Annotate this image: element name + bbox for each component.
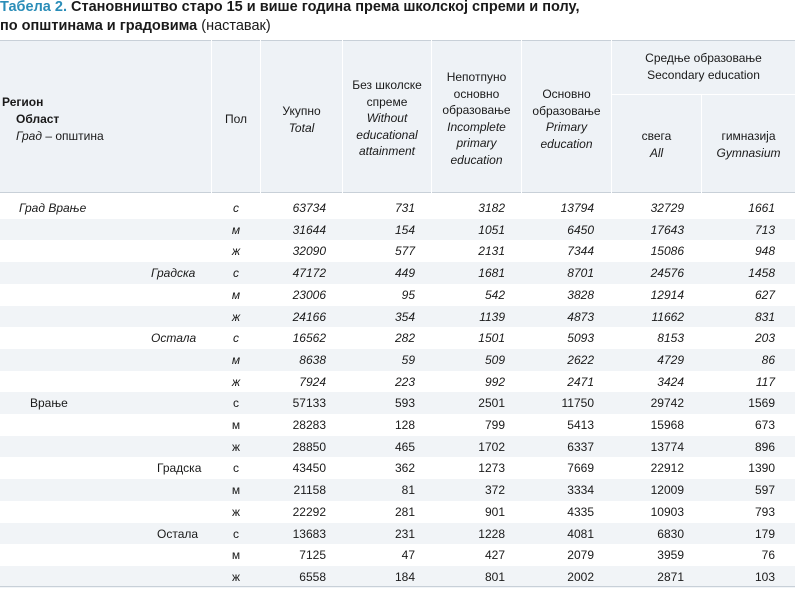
- table-row: [0, 544, 795, 566]
- table-row: [0, 414, 795, 436]
- cell-gymnasium: 103: [754, 569, 775, 584]
- cell-incomplete: 901: [484, 504, 505, 519]
- cell-total: 47172: [292, 266, 326, 281]
- header-primary-en1: Primary: [545, 120, 588, 134]
- row-name: Градска: [151, 266, 196, 281]
- cell-total: 43450: [292, 461, 326, 476]
- cell-gymnasium: 179: [754, 526, 775, 541]
- header-primary: [522, 86, 611, 152]
- table-row: [0, 284, 795, 306]
- cell-incomplete: 992: [484, 374, 505, 389]
- table-row: [0, 371, 795, 393]
- cell-secondary-all: 6830: [657, 526, 684, 541]
- header-incomplete-en2: primary: [456, 136, 497, 150]
- cell-gymnasium: 86: [761, 352, 775, 367]
- cell-no-school: 47: [401, 548, 415, 563]
- row-sex: с: [233, 526, 239, 541]
- cell-no-school: 593: [394, 396, 415, 411]
- cell-gymnasium: 1458: [748, 266, 775, 281]
- cell-no-school: 81: [401, 483, 415, 498]
- cell-incomplete: 1501: [478, 331, 505, 346]
- table-row: [0, 501, 795, 523]
- header-incomplete-en1: Incomplete: [447, 119, 506, 134]
- cell-no-school: 362: [394, 461, 415, 476]
- cell-secondary-all: 13774: [650, 439, 684, 454]
- cell-primary: 2079: [567, 548, 594, 563]
- cell-secondary-all: 12009: [650, 483, 684, 498]
- header-city: Град: [16, 129, 42, 143]
- cell-no-school: 95: [401, 287, 415, 302]
- cell-primary: 4873: [567, 309, 594, 324]
- header-no-school: [343, 77, 431, 160]
- row-sex: с: [233, 331, 239, 346]
- cell-total: 23006: [292, 287, 326, 302]
- cell-total: 22292: [292, 504, 326, 519]
- cell-gymnasium: 117: [755, 374, 775, 389]
- header-secondary-all: [612, 128, 701, 161]
- header-municipality: – општина: [45, 129, 104, 143]
- cell-secondary-all: 3424: [657, 374, 684, 389]
- cell-incomplete: 3182: [478, 201, 505, 215]
- cell-total: 28850: [292, 439, 326, 454]
- header-total-sr: Укупно: [282, 104, 321, 118]
- cell-secondary-all: 3959: [657, 548, 684, 563]
- row-name: Остала: [157, 526, 199, 541]
- header-no-school-en3: attainment: [358, 144, 416, 158]
- header-region-column: [2, 94, 104, 145]
- header-no-school-sr2: спреме: [366, 94, 408, 109]
- cell-secondary-all: 22912: [650, 461, 684, 476]
- header-secondary: [612, 50, 795, 83]
- header-incomplete-en3: education: [450, 152, 503, 167]
- cell-no-school: 59: [401, 352, 415, 367]
- table-row: [0, 436, 795, 458]
- cell-gymnasium: 203: [754, 331, 775, 346]
- row-sex: ж: [231, 244, 241, 259]
- cell-no-school: 281: [394, 504, 415, 519]
- row-name: Врање: [30, 396, 68, 411]
- header-primary-sr1: Основно: [542, 87, 591, 101]
- table-row: [0, 240, 795, 262]
- header-no-school-sr1: Без школске: [352, 78, 422, 92]
- row-sex: ж: [231, 439, 241, 454]
- table-row: [0, 219, 795, 241]
- header-all-sr: свега: [641, 129, 672, 143]
- cell-gymnasium: 627: [754, 287, 775, 302]
- row-sex: м: [231, 222, 241, 237]
- row-sex: м: [231, 483, 241, 498]
- cell-secondary-all: 32729: [650, 201, 684, 215]
- cell-total: 7125: [299, 548, 326, 563]
- table-row: [0, 479, 795, 501]
- table-row: [0, 457, 795, 479]
- cell-total: 16562: [292, 331, 326, 346]
- table-row: [0, 349, 795, 371]
- row-sex: с: [233, 201, 239, 215]
- cell-incomplete: 509: [484, 352, 505, 367]
- cell-secondary-all: 12914: [650, 287, 684, 302]
- header-incomplete-sr3: образовање: [442, 103, 511, 117]
- row-sex: м: [231, 418, 241, 432]
- cell-secondary-all: 17643: [650, 222, 684, 237]
- cell-primary: 6337: [567, 439, 594, 454]
- cell-gymnasium: 76: [761, 548, 775, 563]
- cell-incomplete: 427: [484, 548, 505, 563]
- row-sex: с: [233, 396, 239, 411]
- cell-total: 57133: [292, 396, 326, 411]
- cell-secondary-all: 2871: [657, 569, 684, 584]
- cell-total: 21158: [293, 483, 326, 498]
- cell-primary: 3828: [567, 287, 594, 302]
- header-secondary-en: Secondary education: [647, 67, 760, 82]
- cell-primary: 7344: [567, 244, 594, 259]
- row-sex: ж: [231, 504, 241, 519]
- table-title-line2: по општинама и градовима: [0, 18, 198, 34]
- cell-primary: 2471: [567, 374, 594, 389]
- cell-no-school: 282: [394, 331, 415, 346]
- cell-secondary-all: 24576: [650, 266, 684, 281]
- cell-primary: 7669: [567, 461, 594, 476]
- cell-total: 24166: [292, 309, 326, 324]
- row-sex: м: [231, 352, 241, 367]
- cell-total: 32090: [292, 244, 326, 259]
- header-gymnasium-sr: гимназија: [721, 129, 776, 143]
- cell-no-school: 128: [394, 418, 415, 432]
- cell-gymnasium: 1661: [748, 201, 775, 215]
- cell-incomplete: 1702: [478, 439, 505, 454]
- cell-secondary-all: 8153: [657, 331, 684, 346]
- header-incomplete-sr1: Непотпуно: [446, 70, 507, 84]
- cell-primary: 5413: [567, 418, 594, 432]
- table-row: [0, 523, 795, 545]
- table-row: [0, 197, 795, 219]
- cell-gymnasium: 597: [754, 483, 775, 498]
- cell-secondary-all: 11662: [651, 309, 684, 324]
- cell-no-school: 465: [394, 439, 415, 454]
- cell-gymnasium: 713: [754, 222, 775, 237]
- cell-incomplete: 801: [484, 569, 505, 584]
- table-row: [0, 262, 795, 284]
- cell-secondary-all: 15968: [650, 418, 684, 432]
- table-title: [0, 0, 795, 36]
- table-row: [0, 392, 795, 414]
- cell-no-school: 154: [394, 222, 415, 237]
- header-primary-sr2: образовање: [532, 103, 601, 118]
- cell-primary: 11750: [561, 396, 594, 411]
- cell-secondary-all: 29742: [650, 396, 684, 411]
- header-primary-en2: education: [540, 136, 593, 151]
- row-sex: ж: [231, 374, 241, 389]
- cell-total: 28283: [292, 418, 326, 432]
- cell-primary: 2002: [567, 569, 594, 584]
- cell-primary: 3334: [567, 483, 594, 498]
- cell-gymnasium: 831: [754, 309, 775, 324]
- header-sex: Пол: [224, 112, 248, 126]
- cell-secondary-all: 15086: [650, 244, 684, 259]
- row-sex: м: [231, 548, 241, 563]
- cell-incomplete: 542: [484, 287, 505, 302]
- cell-total: 6558: [299, 569, 326, 584]
- cell-gymnasium: 1390: [748, 461, 775, 476]
- table-title-main: Становништво старо 15 и више година према школској спреми и полу,: [71, 0, 580, 15]
- cell-gymnasium: 673: [754, 418, 775, 432]
- row-sex: с: [233, 461, 239, 476]
- cell-no-school: 354: [394, 309, 415, 324]
- row-sex: с: [233, 266, 239, 281]
- header-no-school-en2: educational: [356, 127, 418, 142]
- table-row: [0, 327, 795, 349]
- cell-gymnasium: 1569: [748, 396, 775, 411]
- cell-secondary-all: 4729: [657, 352, 684, 367]
- cell-incomplete: 799: [484, 418, 505, 432]
- row-sex: ж: [231, 309, 241, 324]
- cell-total: 31644: [292, 222, 326, 237]
- row-name: Градска: [157, 461, 202, 476]
- cell-primary: 5093: [567, 331, 594, 346]
- cell-incomplete: 1681: [478, 266, 505, 281]
- cell-incomplete: 1139: [479, 309, 505, 324]
- row-name: Град Врање: [19, 201, 87, 215]
- cell-incomplete: 1051: [478, 222, 505, 237]
- row-sex: ж: [231, 569, 241, 584]
- cell-primary: 4081: [567, 526, 594, 541]
- header-all-en: All: [649, 145, 664, 160]
- cell-no-school: 184: [394, 569, 415, 584]
- header-region: Регион: [2, 95, 44, 109]
- cell-no-school: 731: [394, 201, 415, 215]
- cell-no-school: 223: [394, 374, 415, 389]
- cell-primary: 8701: [567, 266, 594, 281]
- header-no-school-en1: Without: [366, 111, 408, 125]
- cell-primary: 2622: [567, 352, 594, 367]
- header-incomplete-sr2: основно: [453, 86, 500, 101]
- table-row: [0, 566, 795, 588]
- header-total-en: Total: [288, 120, 315, 135]
- cell-gymnasium: 793: [754, 504, 775, 519]
- cell-secondary-all: 10903: [650, 504, 684, 519]
- header-gymnasium-en: Gymnasium: [716, 145, 781, 160]
- cell-total: 7924: [299, 374, 326, 389]
- row-name: Остала: [151, 331, 197, 346]
- cell-primary: 13794: [560, 201, 594, 215]
- cell-no-school: 449: [394, 266, 415, 281]
- cell-incomplete: 1228: [478, 526, 505, 541]
- cell-no-school: 231: [394, 526, 415, 541]
- cell-incomplete: 372: [484, 483, 505, 498]
- cell-primary: 6450: [567, 222, 594, 237]
- cell-incomplete: 2501: [478, 396, 505, 411]
- table-title-continued: (наставак): [201, 18, 271, 34]
- header-gymnasium: [702, 128, 795, 161]
- cell-no-school: 577: [394, 244, 415, 259]
- cell-gymnasium: 896: [754, 439, 775, 454]
- table-row: [0, 306, 795, 328]
- header-total: [261, 103, 342, 136]
- cell-total: 8638: [299, 352, 326, 367]
- cell-incomplete: 2131: [478, 244, 505, 259]
- table-label: Табела 2.: [0, 0, 67, 15]
- cell-total: 63734: [292, 201, 326, 215]
- header-incomplete: [432, 69, 521, 168]
- cell-primary: 4335: [567, 504, 594, 519]
- cell-gymnasium: 948: [754, 244, 775, 259]
- header-secondary-sr: Средње образовање: [645, 51, 762, 65]
- row-sex: м: [231, 287, 241, 302]
- cell-incomplete: 1273: [478, 461, 505, 476]
- header-area: Област: [16, 112, 60, 126]
- cell-total: 13683: [292, 526, 326, 541]
